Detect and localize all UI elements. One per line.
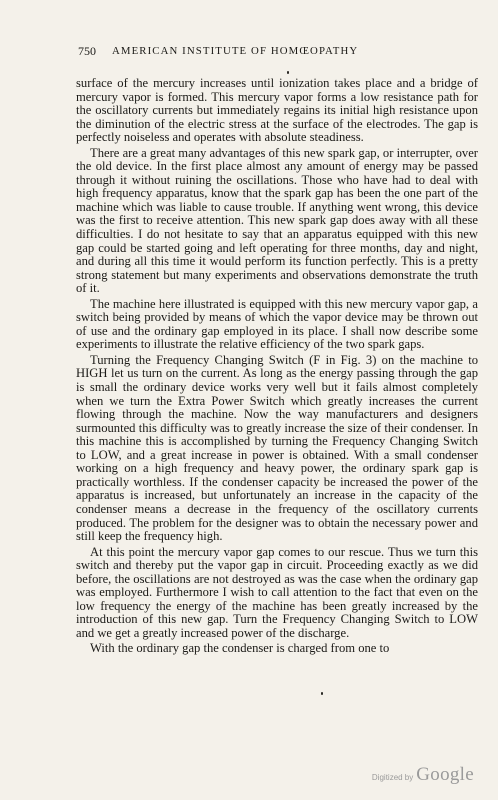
page-number: 750: [78, 44, 96, 58]
google-watermark: [372, 764, 474, 786]
ink-speck: [287, 71, 289, 74]
paragraph: Turning the Frequency Changing Switch (F in Fig. 3) on the machine to HIGH let us turn on the current. As long as the energy passing through the gap is small the ordinary device works very well but it fails almost completely when we turn the Extra Power Switch which greatly increases the current flowing through the machine. Now the way manufacturers and designers surmounted this difficulty was to greatly increase the size of their condenser. In this machine this is accomplished by turning the Frequency Changing Switch to LOW, and a great increase in power is obtained. With a small condenser working on a high frequency and heavy power, the ordinary spark gap is practically worthless. If the condenser capacity be increased the power of the apparatus is increased, but unfortunately an increase in the capacity of the condenser means a decrease in the frequency of the oscillatory currents produced. The problem for the designer was to obtain the necessary power and still keep the frequency high.: [76, 352, 478, 544]
ink-speck: [321, 692, 323, 695]
paragraph: surface of the mercury increases until ionization takes place and a bridge of mercury vapor is formed. This mercury vapor forms a low resistance path for the oscillatory currents but immediately regains its initial high resistance upon the diminution of the electric stress at the surface of the electrodes. The gap is perfectly noiseless and operates with absolute steadiness.: [76, 76, 478, 145]
digitized-by-label: Digitized by: [371, 773, 414, 782]
body-text: [76, 77, 478, 658]
running-title: AMERICAN INSTITUTE OF HOMŒOPATHY: [112, 45, 359, 57]
paragraph: With the ordinary gap the condenser is charged from one to: [90, 641, 390, 656]
paragraph: The machine here illustrated is equipped with this new mercury vapor gap, a switch being provided by means of which the vapor device may be thrown out of use and the ordinary gap employed in its place. I shall now describe some experiments to illustrate the relative efficiency of the two spark gaps.: [76, 296, 478, 352]
google-logo: Google: [416, 764, 474, 785]
paragraph: There are a great many advantages of this new spark gap, or interrupter, over the old device. In the first place almost any amount of energy may be passed through it without ruining the oscillations. Those who have had to deal with high frequency apparatus, know that the spark gap has been the one part of the machine which was liable to cause trouble. If anything went wrong, this device was the first to receive attention. This new spark gap does away with all these difficulties. I do not hesitate to say that an apparatus equipped with this new gap could be started going and left operating for three months, day and night, and during all this time it would perform its function perfectly. This is a pretty strong statement but many experiments and observations demonstrate the truth of it.: [76, 145, 478, 296]
paragraph: At this point the mercury vapor gap comes to our rescue. Thus we turn this switch and thereby put the vapor gap in circuit. Proceeding exactly as we did before, the oscillations are not destroyed as was the case when the ordinary gap was employed. Furthermore I wish to call attention to the fact that even on the low frequency the energy of the machine has been greatly increased by the introduction of this new gap. Turn the Frequency Changing Switch to LOW and we get a greatly increased power of the discharge.: [76, 544, 478, 640]
running-header: [78, 44, 478, 62]
